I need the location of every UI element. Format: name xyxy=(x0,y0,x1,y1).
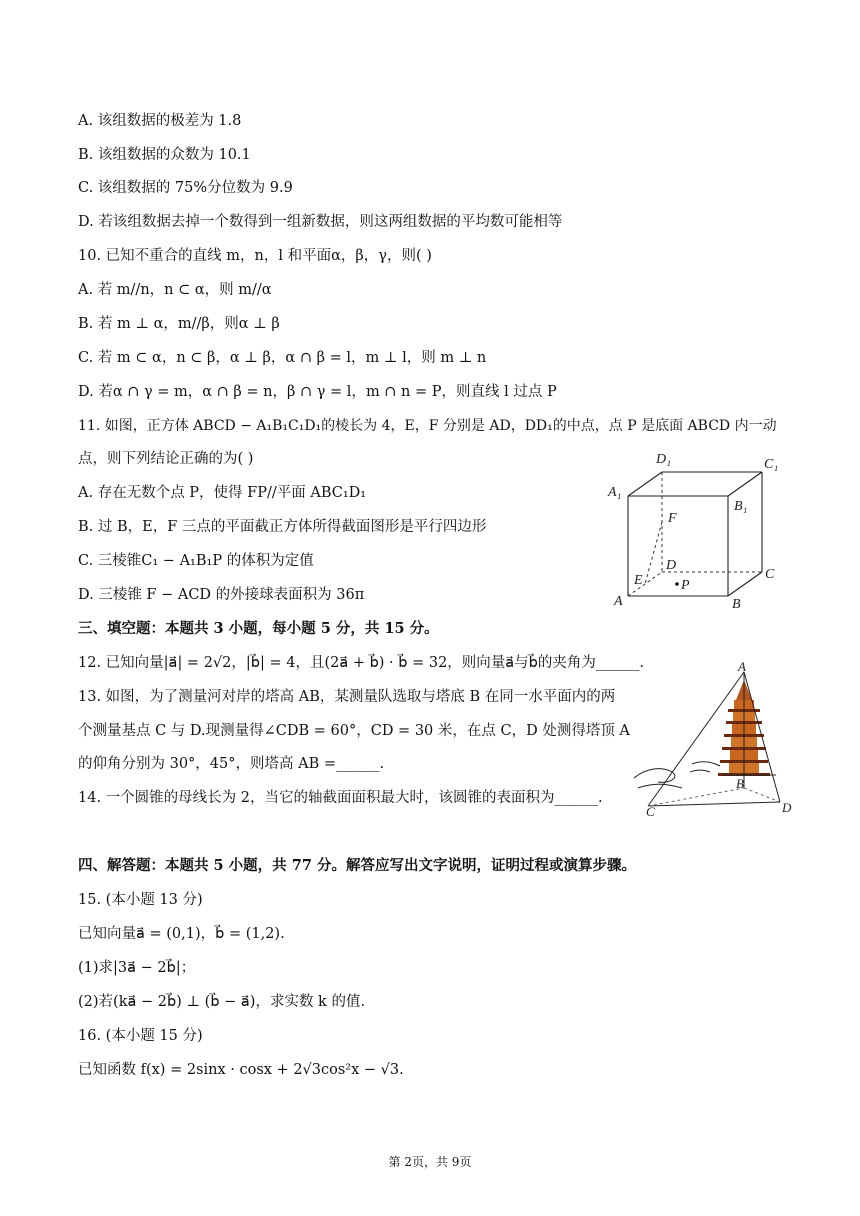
question-11: 11. 如图，正方体 ABCD − A₁B₁C₁D₁的棱长为 4，E，F 分别是 AD，DD₁的中点，点 P 是底面 ABCD 内一动 xyxy=(78,418,777,434)
pagoda-label-b: B xyxy=(736,776,744,791)
label-b1: B₁ xyxy=(734,499,748,514)
option-11b: B. 过 B，E，F 三点的平面截正方体所得截面图形是平行四边形 xyxy=(78,519,487,535)
page-footer: 第 2页，共 9页 xyxy=(388,1155,472,1169)
question-15-part1: (1)求|3a⃗ − 2b⃗|； xyxy=(78,960,196,976)
option-10c: C. 若 m ⊂ α，n ⊂ β，α ⊥ β，α ∩ β = l，m ⊥ l，则 m ⊥ n xyxy=(78,350,487,366)
question-12: 12. 已知向量|a⃗| = 2√2，|b⃗| = 4，且(2a⃗ + b⃗) · b⃗ = 32，则向量a⃗与b⃗的夹角为______. xyxy=(78,655,644,671)
question-15-stem: 已知向量a⃗ = (0,1)，b⃗ = (1,2). xyxy=(78,926,285,942)
pagoda-label-d: D xyxy=(782,800,792,815)
option-9c: C. 该组数据的 75%分位数为 9.9 xyxy=(78,180,293,196)
question-15: 15. (本小题 13 分) xyxy=(78,892,203,908)
label-b: B xyxy=(732,597,741,612)
option-11a: A. 存在无数个点 P，使得 FP//平面 ABC₁D₁ xyxy=(78,485,367,501)
option-11d: D. 三棱锥 F − ACD 的外接球表面积为 36π xyxy=(78,587,365,603)
cube-figure xyxy=(606,448,786,616)
label-a: A xyxy=(614,594,623,609)
question-14: 14. 一个圆锥的母线长为 2，当它的轴截面面积最大时，该圆锥的表面积为______. xyxy=(78,790,603,806)
label-p: P xyxy=(681,578,690,593)
option-10d: D. 若α ∩ γ = m，α ∩ β = n，β ∩ γ = l，m ∩ n = P，则直线 l 过点 P xyxy=(78,384,557,400)
section-3-heading: 三、填空题：本题共 3 小题，每小题 5 分，共 15 分。 xyxy=(78,620,439,637)
question-10: 10. 已知不重合的直线 m，n，l 和平面α，β，γ，则( ) xyxy=(78,248,432,264)
label-c1: C₁ xyxy=(764,457,779,472)
option-9d: D. 若该组数据去掉一个数得到一组新数据，则这两组数据的平均数可能相等 xyxy=(78,214,563,230)
option-10a: A. 若 m//n，n ⊂ α，则 m//α xyxy=(78,282,272,298)
question-13: 13. 如图，为了测量河对岸的塔高 AB，某测量队选取与塔底 B 在同一水平面内的两 xyxy=(78,689,616,705)
option-11c: C. 三棱锥C₁ − A₁B₁P 的体积为定值 xyxy=(78,553,314,569)
label-a1: A₁ xyxy=(608,485,622,500)
label-d1: D₁ xyxy=(656,452,671,467)
question-15-part2: (2)若(ka⃗ − 2b⃗) ⊥ (b⃗ − a⃗)，求实数 k 的值. xyxy=(78,994,366,1010)
label-c: C xyxy=(765,567,775,582)
question-13-cont2: 的仰角分别为 30°，45°，则塔高 AB =______. xyxy=(78,756,385,772)
question-16: 16. (本小题 15 分) xyxy=(78,1028,203,1044)
label-f: F xyxy=(668,511,677,526)
question-16-stem: 已知函数 f(x) = 2sinx · cosx + 2√3cos²x − √3. xyxy=(78,1062,404,1078)
pagoda-figure xyxy=(632,660,800,820)
label-e: E xyxy=(634,573,643,588)
question-13-cont1: 个测量基点 C 与 D.现测量得∠CDB = 60°，CD = 30 米，在点 C，D 处测得塔顶 A xyxy=(78,723,630,739)
section-4-heading: 四、解答题：本题共 5 小题，共 77 分。解答应写出文字说明，证明过程或演算步骤。 xyxy=(78,857,636,874)
pagoda-label-a: A xyxy=(738,660,746,674)
pagoda-label-c: C xyxy=(646,804,655,819)
question-11-cont: 点，则下列结论正确的为( ) xyxy=(78,451,254,467)
option-10b: B. 若 m ⊥ α，m//β，则α ⊥ β xyxy=(78,316,280,332)
label-d: D xyxy=(666,558,677,573)
option-9a: A. 该组数据的极差为 1.8 xyxy=(78,113,242,129)
option-9b: B. 该组数据的众数为 10.1 xyxy=(78,147,251,163)
